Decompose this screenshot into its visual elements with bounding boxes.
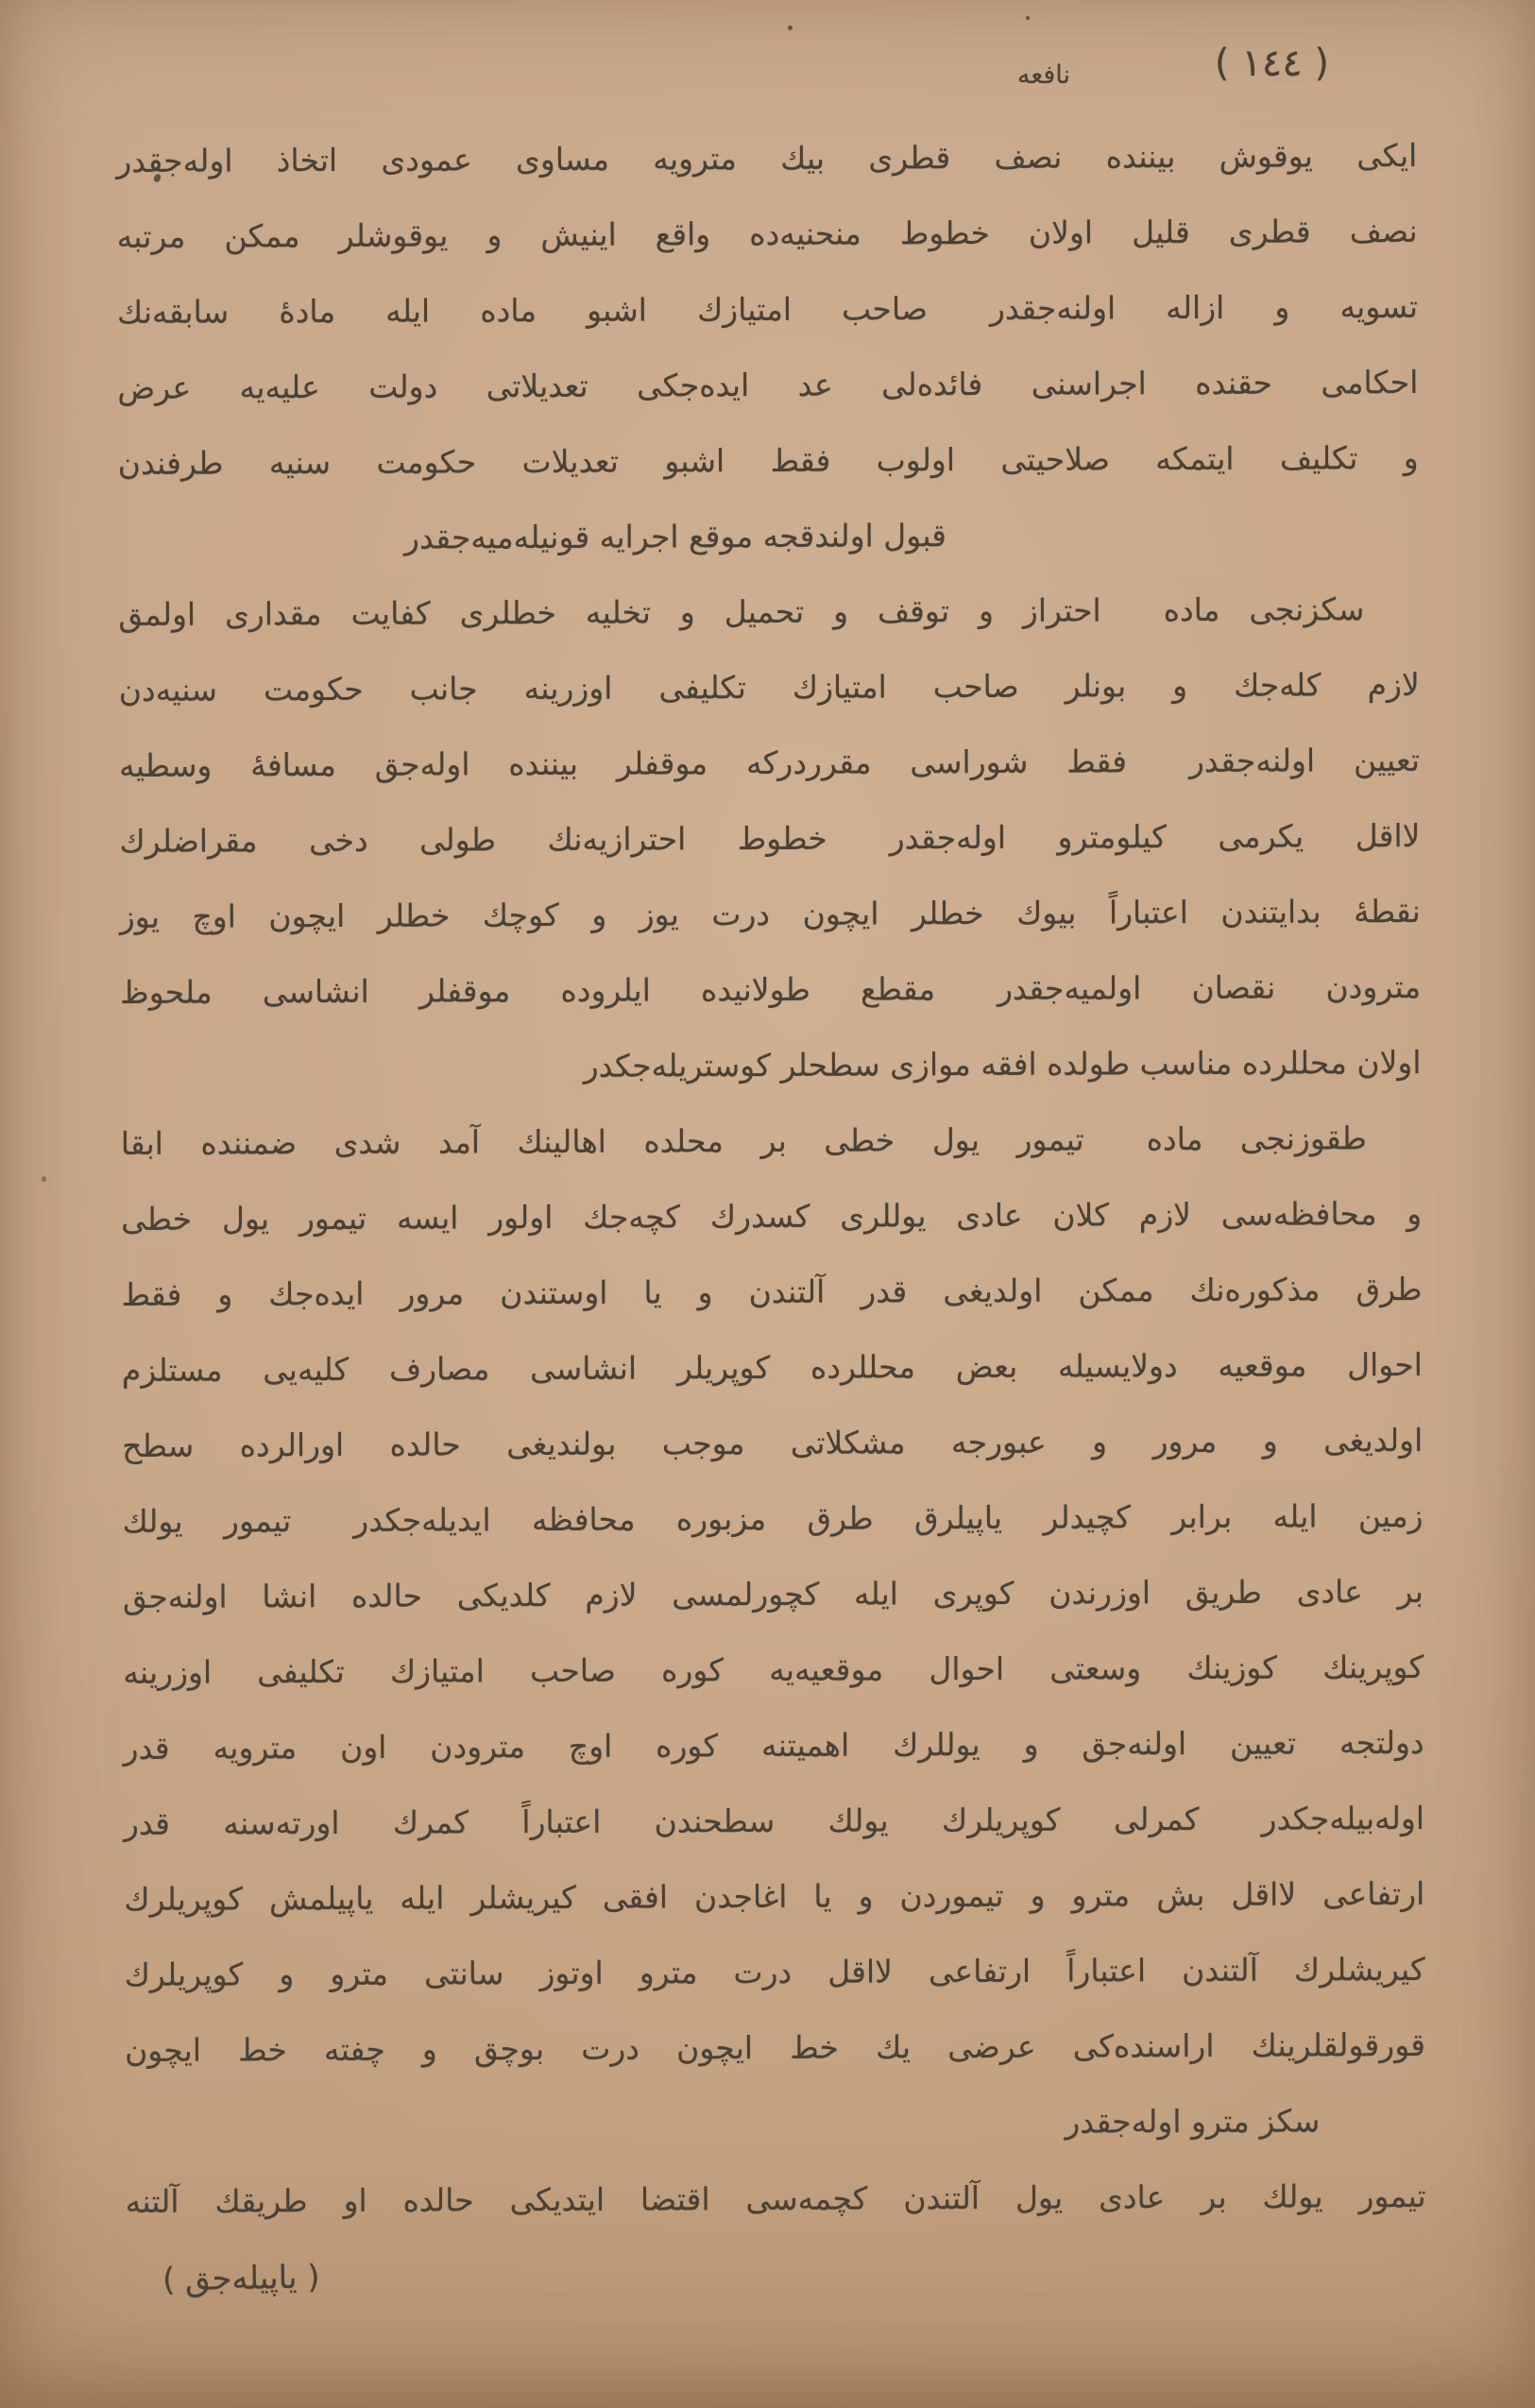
text-line: نقطۀ بدایتندن اعتباراً بیوك خطلر ایچون درت یوز و کوچك خطلر ایچون اوچ یوز: [119, 892, 1421, 936]
text-line: قبول اولندقجه موقع اجرایه قونیله‌میه‌جقدر: [403, 517, 947, 556]
ink-speck: [42, 1176, 46, 1182]
catchword: ( یاپیله‌جق ): [162, 2258, 320, 2299]
text-line: تیمور یولك بر عادی یول آلتندن کچمه‌سی اقتضا ایتدیکی حالده او طریقك آلتنه: [125, 2177, 1426, 2220]
text-line: کوپرینك کوزینك وسعتی احوال موقعیه‌یه کوره صاحب امتیازك تکلیفی اوزرینه: [123, 1648, 1424, 1691]
text-line: و محافظه‌سی لازم کلان عادی یوللری کسدرك کچه‌جك اولور ایسه تیمور یول خطی: [121, 1194, 1423, 1238]
text-line: زمین ایله برابر کچیدلر یاپیلرق طرق مزبوره محافظه ایدیله‌جکدر تیمور یولك: [122, 1496, 1424, 1541]
text-line: تعیین اولنه‌جقدر فقط شوراسی مقرردرکه موقفلر بیننده اوله‌جق مسافۀ وسطیه: [118, 742, 1421, 785]
text-line: اولدیغی و مرور و عبورجه مشکلاتی موجب بولندیغی حالده اورالرده سطح: [122, 1421, 1424, 1465]
text-line: سکز مترو اوله‌جقدر: [1065, 2102, 1321, 2141]
text-line: احوال موقعیه دولایسیله بعض محللرده کوپریلر انشاسی مصارف کلیه‌یی مستلزم: [121, 1345, 1423, 1390]
text-line: اولان محللرده مناسب طولده افقه موازی سطحلر کوستریله‌جکدر: [583, 1043, 1422, 1084]
text-line: دولتجه تعیین اولنه‌جق و یوللرك اهمیتنه کوره اوچ مترودن اون مترویه قدر: [123, 1723, 1424, 1767]
page-number: ( ١٤٤ ): [1214, 42, 1329, 85]
text-line: سکزنجی ماده احتراز و توقف و تحمیل و تخلیه خطلری کفایت مقداری اولمق: [118, 590, 1365, 634]
text-line: طرق مذکوره‌نك ممکن اولدیغی قدر آلتندن و یا اوستندن مرور ایده‌جك و فقط: [121, 1270, 1423, 1314]
text-line: تسویه و ازاله اولنه‌جقدر صاحب امتیازك اشبو ماده ایله مادۀ سابقه‌نك: [116, 288, 1419, 332]
text-line: لااقل یکرمی کیلومترو اوله‌جقدر خطوط احترازیه‌نك طولی دخی مقراضلرك: [119, 816, 1421, 861]
text-line: نصف قطری قلیل اولان خطوط منحنیه‌ده واقع اینیش و یوقوشلر ممکن مرتبه: [116, 213, 1418, 256]
text-line: قورقولقلرینك اراسنده‌کی عرضی یك خط ایچون درت بوچق و چفته خط ایچون: [124, 2025, 1426, 2069]
ink-speck: [788, 26, 793, 30]
text-line: لازم کله‌جك و بونلر صاحب امتیازك تکلیفی اوزرینه جانب حکومت سنیه‌دن: [118, 666, 1420, 709]
text-line: مترودن نقصان اولمیه‌جقدر مقطع طولانیده ایلروده موقفلر انشاسی ملحوظ: [120, 967, 1422, 1012]
text-line: اوله‌بیله‌جکدر کمرلی کوپریلرك یولك سطحندن اعتباراً کمرك اورته‌سنه قدر: [123, 1799, 1425, 1842]
text-line: طقوزنجی ماده تیمور یول خطی بر محلده اهالینك آمد شدی ضمننده ابقا: [120, 1119, 1367, 1163]
body-text-block: [116, 118, 1426, 2240]
text-line: بر عادی طریق اوزرندن کوپری ایله کچورلمسی لازم کلدیکی حالده انشا اولنه‌جق: [122, 1572, 1424, 1615]
text-line: ارتفاعی لااقل بش مترو و تیموردن و یا اغاجدن افقی کیریشلر ایله یاپیلمش کوپریلرك: [124, 1874, 1425, 1918]
text-line: و تکلیف ایتمکه صلاحیتی اولوب فقط اشبو تعدیلات حکومت سنیه طرفندن: [117, 439, 1419, 483]
text-line: ایکی یوقوش بیننده نصف قطری بیك مترویه مساوی عمودی اتخاذ اوله‌جقدر: [116, 137, 1418, 180]
text-line: احکامی حقنده اجراسنی فائده‌لی عد ایده‌جکی تعدیلاتی دولت علیه‌یه عرض: [117, 364, 1419, 407]
text-line: کیریشلرك آلتندن اعتباراً ارتفاعی لااقل درت مترو اوتوز سانتی مترو و کوپریلرك: [124, 1950, 1425, 1993]
ink-speck: [1026, 16, 1030, 20]
running-header-title: نافعه: [1016, 60, 1070, 90]
